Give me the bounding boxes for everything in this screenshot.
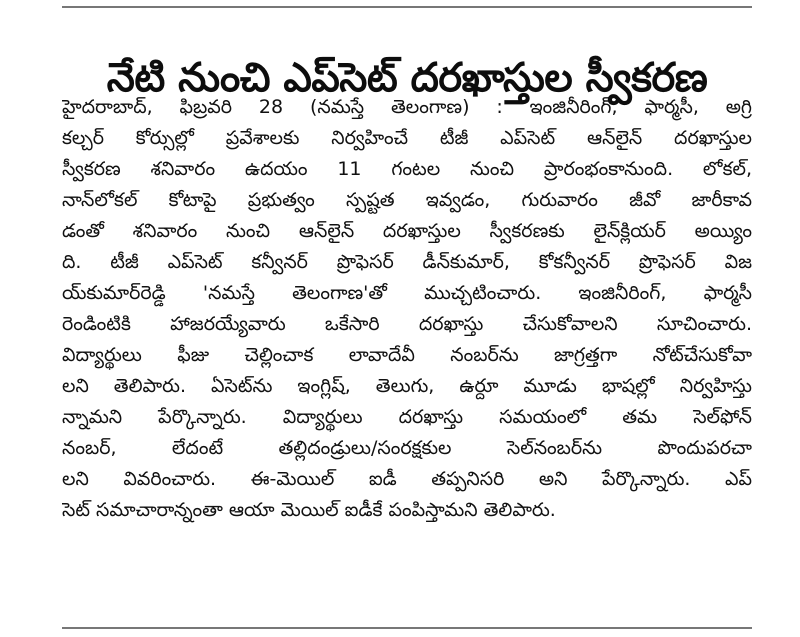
article-line: య్‌కుమార్‌రెడ్డి 'నమస్తే తెలంగాణ'తో ముచ్చటించారు. ఇంజినీరింగ్, ఫార్మసీ [62, 282, 752, 304]
headline: నేటి నుంచి ఎప్‌సెట్ దరఖాస్తుల స్వీకరణ [106, 54, 708, 101]
article-line: నాన్‌లోకల్ కోటాపై ప్రభుత్వం స్పష్టత ఇవ్వడం, గురువారం జీవో జారీకావ [62, 189, 752, 211]
article-line: ది. టీజీ ఎప్‌సెట్ కన్వీనర్ ప్రొఫెసర్ డీన్‌కుమార్, కోకన్వీనర్ ప్రొఫెసర్ విజ [62, 251, 752, 273]
article-line: రెండింటికి హాజరయ్యేవారు ఒకేసారి దరఖాస్తు చేసుకోవాలని సూచించారు. [62, 313, 752, 335]
article-line: న్నామని పేర్కొన్నారు. విద్యార్థులు దరఖాస్తు సమయంలో తమ సెల్‌ఫోన్ [62, 406, 752, 428]
article-line: లని తెలిపారు. ఏసెట్‌ను ఇంగ్లిష్, తెలుగు, ఉర్దూ మూడు భాషల్లో నిర్వహిస్తు [62, 375, 752, 397]
article-line: విద్యార్థులు ఫీజు చెల్లించాక లావాదేవీ నంబర్‌ను జాగ్రత్తగా నోట్‌చేసుకోవా [62, 344, 752, 366]
article-line: లని వివరించారు. ఈ-మెయిల్ ఐడీ తప్పనిసరి అని పేర్కొన్నారు. ఎప్ [62, 468, 752, 490]
bottom-rule [62, 627, 752, 629]
article-line: స్వీకరణ శనివారం ఉదయం 11 గంటల నుంచి ప్రారంభంకానుంది. లోకల్, [62, 158, 752, 180]
article-line: సెట్ సమాచారాన్నంతా ఆయా మెయిల్ ఐడీకే పంపిస్తామని తెలిపారు. [62, 499, 556, 521]
top-rule [62, 6, 752, 8]
article-line: కల్చర్ కోర్సుల్లో ప్రవేశాలకు నిర్వహించే టీజీ ఎప్‌సెట్ ఆన్‌లైన్ దరఖాస్తుల [62, 127, 752, 149]
article-line: హైదరాబాద్, ఫిబ్రవరి 28 (నమస్తే తెలంగాణ) : ఇంజినీరింగ్, ఫార్మసీ, అగ్రి [62, 96, 752, 118]
article-line: డంతో శనివారం నుంచి ఆన్‌లైన్ దరఖాస్తుల స్వీకరణకు లైన్‌క్లియర్ అయ్యిం [62, 220, 752, 242]
article-body [62, 92, 752, 526]
article-line: నంబర్, లేదంటే తల్లిదండ్రులు/సంరక్షకుల సెల్‌నంబర్‌ను పొందుపరచా [62, 437, 752, 459]
